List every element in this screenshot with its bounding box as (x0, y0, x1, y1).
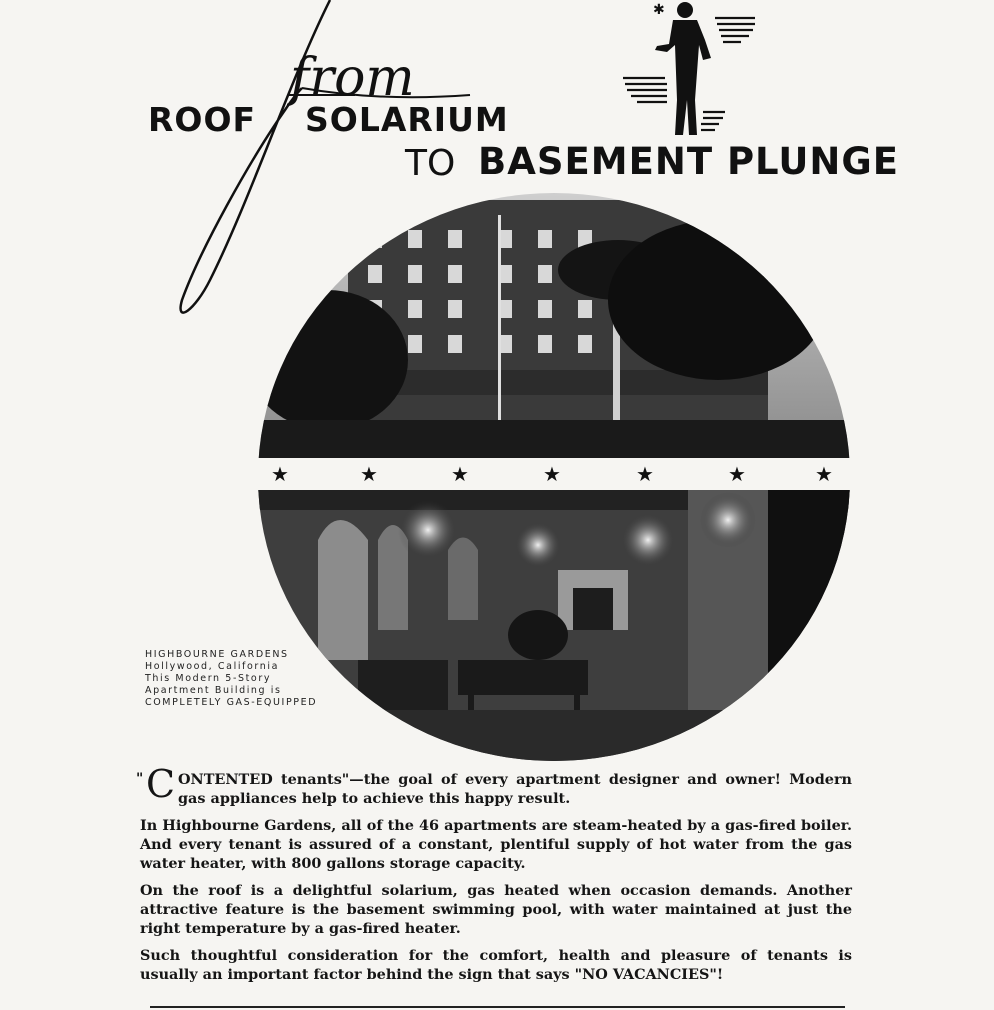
paragraph-4-text: Such thoughtful consideration for the comfort, health and pleasure of tenants is usually an important factor behind the sign that says " (140, 947, 852, 983)
paragraph-1 (136, 762, 852, 808)
star-5: ★ (636, 462, 654, 486)
headline-roof: ROOF (148, 100, 257, 139)
caption-line: COMPLETELY GAS-EQUIPPED (145, 697, 318, 708)
opening-quote: " (136, 771, 144, 787)
building-exterior-photo (258, 190, 850, 458)
paragraph-1-text: tenants"—the goal of every apartment designer and owner! Modern gas appliances help to achieve this happy result. (178, 771, 852, 807)
caption-line: HIGHBOURNE GARDENS (145, 649, 289, 660)
star-7: ★ (815, 462, 833, 486)
script-word: from (290, 48, 415, 108)
standing-man-logo-icon (615, 0, 765, 145)
photo-caption (145, 649, 318, 709)
svg-text:✱: ✱ (653, 2, 665, 18)
headline-solarium: SOLARIUM (305, 100, 509, 139)
bottom-rule (150, 1006, 845, 1008)
drop-cap: C (146, 762, 176, 806)
lobby-interior-photo (258, 490, 850, 765)
circular-photo-montage (258, 190, 850, 765)
star-4: ★ (543, 462, 561, 486)
lead-in-smallcaps: ONTENTED (178, 771, 273, 788)
headline-basement-plunge: BASEMENT PLUNGE (478, 140, 899, 183)
caption-line: Apartment Building is (145, 685, 282, 696)
no-vacancies-smallcaps: NO VACANCIES (582, 966, 710, 983)
star-1: ★ (271, 462, 289, 486)
star-2: ★ (360, 462, 378, 486)
paragraph-4-end: "! (709, 966, 724, 983)
caption-line: Hollywood, California (145, 661, 280, 672)
star-6: ★ (728, 462, 746, 486)
paragraph-3: On the roof is a delightful solarium, gas heated when occasion demands. Another attractive feature is the basement swimming pool, with water maintained at just the right temperature by a gas-fired heater. (140, 882, 852, 937)
headline-to: TO (405, 143, 456, 184)
paragraph-4 (140, 946, 852, 984)
article-body (136, 762, 852, 992)
caption-line: This Modern 5-Story (145, 673, 272, 684)
paragraph-2: In Highbourne Gardens, all of the 46 apartments are steam-heated by a gas-fired boiler. And every tenant is assured of a constant, plentiful supply of hot water from the gas water heater, with 800 gallons storage capacity. (140, 817, 852, 872)
star-3: ★ (451, 462, 469, 486)
